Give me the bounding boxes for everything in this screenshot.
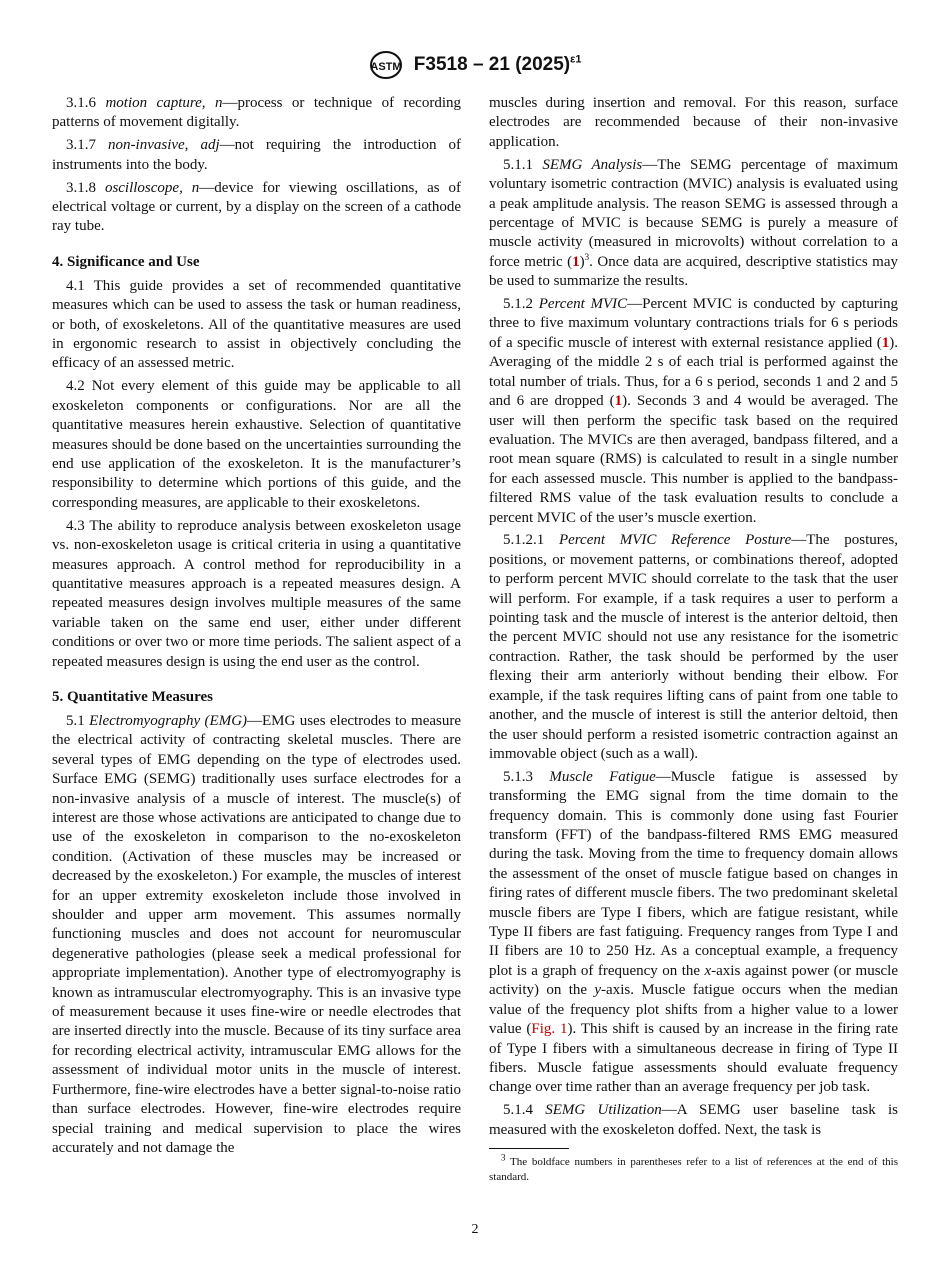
- text-run: —The postures, positions, or movement patterns, or combinations thereof, adopted to perform percent MVIC should correlate to the task that the user will perform. For example, if a task requires a user to perform a pointing task and the muscle of interest is the anterior deltoid, then the percent MVIC should not use any resistance for the isometric contraction. Rather, the task should be performed by the user flexing their arm anteriorly without bending their elbow. For example, if the task requires lifting cans of paint from one table to another, and the muscle of interest is still the anterior deltoid, then the user should perform a resisted isometric contraction against an immovable object (such as a wall).: [489, 532, 898, 762]
- text-run: non-invasive, adj: [108, 137, 220, 154]
- text-run: muscles during insertion and removal. For this reason, surface electrodes are recommended because of their non-invasive application.: [489, 95, 898, 150]
- text-run: Percent MVIC Reference Posture: [558, 532, 792, 549]
- text-run: SEMG Analysis: [542, 156, 643, 173]
- text-run: . Once data are acquired, descriptive statistics may be used to summarize the results.: [489, 253, 898, 290]
- footnote-rule: [489, 1148, 569, 1149]
- text-run: ). Seconds 3 and 4 would be averaged. The user will then perform the specific task based on the required evaluation. The MVICs are then averaged, bandpass filtered, and a root mean square (RMS) is calculated to result in a single number for each assessed muscle. This number is applied to the bandpass-filtered RMS value of the task evaluation results to conclude a percent MVIC of the user’s muscle exertion.: [489, 393, 899, 526]
- paragraph: [52, 277, 461, 374]
- paragraph: [52, 94, 461, 133]
- designation: F3518 – 21 (2025): [413, 54, 571, 76]
- text-run: —device for viewing oscillations, as of electrical voltage or current, by a display on the screen of a cathode ray tube.: [52, 179, 461, 235]
- right-column: [489, 94, 898, 1189]
- text-run: 3.1.8: [66, 179, 105, 196]
- paragraph: [489, 531, 898, 764]
- section-heading: [52, 688, 461, 707]
- text-run: -axis against power (or muscle activity) on the: [489, 962, 899, 999]
- text-run: -axis. Muscle fatigue occurs when the median value of the frequency plot shifts from a higher value to a lower value (: [489, 982, 898, 1038]
- text-run: motion capture, n: [105, 95, 223, 111]
- text-run: 5.1: [66, 712, 90, 729]
- text-run: 5.1.2: [503, 296, 539, 313]
- astm-logo-icon: [369, 50, 403, 80]
- text-run: 5. Quantitative Measures: [52, 688, 213, 705]
- paragraph: [52, 377, 461, 513]
- figure-link[interactable]: Fig. 1: [531, 1021, 568, 1038]
- text-run: —Muscle fatigue is assessed by transforming the EMG signal from the time domain to the frequency domain. This is commonly done using fast Fourier transform (FFT) of the bandpass-filtered RMS EMG measured during the task. Moving from the time to frequency domain allows the assessment of the onset of muscle fatigue based on changes in firing rates of different muscle fibers. The two predominant skeletal muscle fibers are Type I fibers, which are fatigue resistant, while Type II fibers are fast fatiguing. Frequency ranges from Type I and II fibers are 10 to 250 Hz. As a conceptual example, a frequency plot is a graph of frequency on the: [489, 768, 898, 979]
- footnote-ref: 3: [584, 251, 590, 262]
- text-run: Muscle Fatigue: [549, 768, 656, 785]
- text-run: oscilloscope, n: [104, 179, 200, 196]
- paragraph: [52, 517, 461, 672]
- paragraph: [489, 768, 898, 1098]
- text-run: 3.1.7: [66, 137, 109, 154]
- text-run: 4.1 This guide provides a set of recommended quantitative measures which can be used to assess the task or human readiness, or both, of exoskeletons. All of the quantitative measures are used in ergonomic research to assist in objectively concluding the efficacy of an assessed metric.: [52, 277, 461, 372]
- paragraph: [489, 1101, 898, 1140]
- footnote-text: The boldface numbers in parentheses refer to a list of references at the end of this standard.: [489, 1156, 898, 1184]
- text-run: —process or technique of recording patterns of movement digitally.: [52, 95, 461, 131]
- reference-link[interactable]: 1: [572, 253, 580, 270]
- text-run: x: [704, 962, 712, 979]
- text-run: Electromyography (EMG): [89, 712, 248, 729]
- paragraph: [489, 156, 898, 292]
- reference-link[interactable]: 1: [881, 334, 890, 351]
- left-column: [52, 94, 461, 1162]
- paragraph: [52, 712, 461, 1158]
- text-run: 4.2 Not every element of this guide may be applicable to all exoskeleton components or configurations. Nor are all the quantitative measures herein exhaustive. Selection of quantitative measures should be done based on the uncertainties surrounding the end use application of the exoskeleton. It is the manufacturer’s responsibility to determine which portions of this guide, and the corresponding measures, are applicable to their exoskeletons.: [52, 378, 461, 511]
- text-run: 5.1.1: [503, 156, 543, 173]
- text-run: —Percent MVIC is conducted by capturing three to five maximum voluntary contractions trials for 6 s periods of a specific muscle of interest with external resistance applied (: [489, 296, 898, 351]
- text-run: y: [594, 982, 602, 999]
- reference-link[interactable]: 1: [614, 393, 623, 410]
- text-run: —The SEMG percentage of maximum voluntary isometric contraction (MVIC) analysis is evaluated using a peak amplitude analysis. The reason SEMG is assessed through a percentage of MVIC is because SEMG is purely a measure of muscle activity (measured in microvolts) without correlation to a force metric (: [489, 156, 898, 270]
- paragraph: [489, 94, 898, 152]
- text-run: 3.1.6: [66, 95, 106, 111]
- paragraph: [489, 295, 898, 528]
- text-run: 5.1.2.1: [503, 532, 559, 549]
- text-run: 4.3 The ability to reproduce analysis between exoskeleton usage vs. non-exoskeleton usage is critical criteria in using a quantitative measures approach. A control method for reproducibility in a quantitative measures approach is a repeated measures design. A repeated measures design involves multiple measures of the same variable taken on the same end user, either under different conditions or over two or more time periods. The salient aspect of a repeated measures design is using the end user as the control.: [52, 517, 461, 670]
- text-run: —A SEMG user baseline task is measured with the exoskeleton doffed. Next, the task is: [489, 1102, 899, 1138]
- footnote: [489, 1152, 898, 1185]
- paragraph: [52, 136, 461, 175]
- text-run: ). Averaging of the middle 2 s of each trial is performed against the total number of trials. Thus, for a 6 s period, seconds 1 and 2 and 5 and 6 are dropped (: [489, 334, 898, 410]
- section-heading: [52, 253, 461, 272]
- text-run: ). This shift is caused by an increase in the firing rate of Type I fibers with a simultaneous decrease in firing of Type II fibers. Muscle fatigue assessments should evaluate frequency change over time rather than an average frequency per job task.: [489, 1021, 898, 1096]
- page-number: 2: [471, 1222, 479, 1237]
- paragraph: [52, 179, 461, 237]
- text-run: 4. Significance and Use: [52, 253, 200, 270]
- footnote-mark: 3: [501, 1152, 506, 1163]
- text-run: ): [579, 253, 585, 270]
- text-run: —EMG uses electrodes to measure the electrical activity of contracting skeletal muscles. There are several types of EMG depending on the type of electrodes used. Surface EMG (SEMG) traditionally uses surface electrodes for a non-invasive analysis of a muscle of interest. The muscle(s) of interest are those whose activations are anticipated to change due to use of the exoskeleton in comparison to the no-exoskeleton condition. (Activation of these muscles may be increased or decreased by the exoskeleton.) For example, the muscles of interest for an upper extremity exoskeleton include those involved in shoulder and upper arm movement. This assumes normally functioning muscles and does not account for neuromuscular degenerative pathologies (please seek a medical professional for appropriate implementation). Another type of electromyography is known as intramuscular electromyography. This is an invasive type of measurement because it uses fine-wire or needle electrodes that are inserted directly into the muscle. Because of its tiny surface area for recording electrical activity, intramuscular EMG allows for the assessment of individual motor units in the muscle of interest. Furthermore, fine-wire electrodes have a better signal-to-noise ratio than surface electrodes. However, fine-wire electrodes require special training and medical supervision to place the wires accurately and not damage the: [52, 712, 462, 1156]
- epsilon-superscript: ε1: [570, 53, 582, 66]
- page-header: [0, 50, 950, 80]
- text-run: SEMG Utilization: [545, 1102, 662, 1119]
- text-run: —not requiring the introduction of instruments into the body.: [52, 137, 462, 173]
- svg-text:ASTM: ASTM: [369, 61, 402, 73]
- text-run: 5.1.4: [503, 1102, 546, 1119]
- text-run: 5.1.3: [503, 768, 550, 785]
- text-run: Percent MVIC: [538, 296, 628, 313]
